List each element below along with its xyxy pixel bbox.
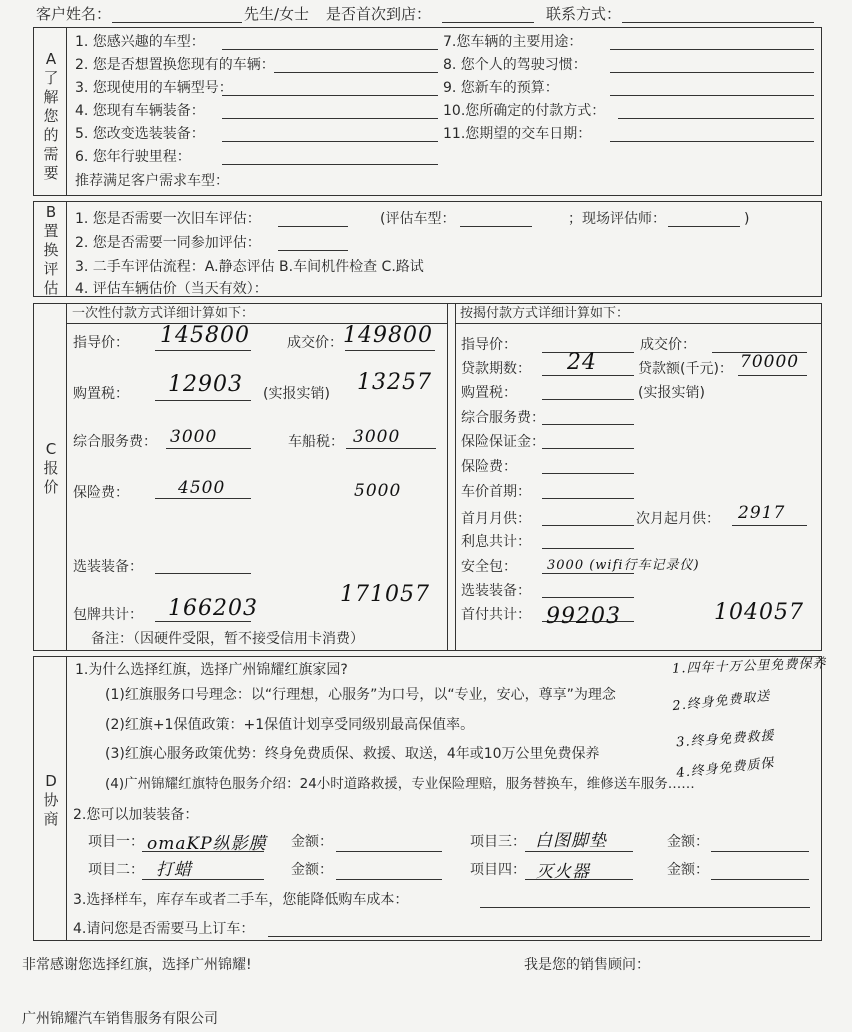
- down-total-label: 首付共计：: [461, 607, 531, 623]
- d-note-2: 2.终身免费取送: [671, 688, 772, 715]
- down-payment-field[interactable]: [542, 498, 634, 499]
- item1-value: omaKP纵影膜: [147, 834, 267, 854]
- vehicle-tax-label: 车船税：: [288, 434, 344, 450]
- first-visit-label: 是否首次到店：: [326, 5, 432, 23]
- a-field-8[interactable]: [610, 72, 814, 73]
- total-value: 166203: [168, 596, 258, 621]
- d-q1-item-3: (3)红旗心服务政策优势：终身免费质保、救援、取送，4年或10万公里免费保养: [105, 746, 600, 762]
- d-question-3: 3.选择样车，库存车或者二手车，您能降低购车成本：: [73, 892, 409, 908]
- item2-amount-field[interactable]: [336, 879, 442, 880]
- customer-name-label: 客户姓名：: [36, 5, 112, 23]
- vehicle-tax-value: 3000: [353, 427, 401, 447]
- section-c-side-label: C 报 价: [43, 440, 59, 496]
- insurance-value: 4500: [178, 478, 226, 498]
- guide-price-field[interactable]: [155, 350, 251, 351]
- a-recommend-label: 推荐满足客户需求车型：: [75, 173, 229, 189]
- actual-value: 13257: [357, 370, 432, 395]
- loan-term-label: 贷款期数：: [461, 361, 531, 377]
- insurance-field[interactable]: [155, 498, 251, 499]
- item3-field[interactable]: [525, 851, 633, 852]
- section-a-divider: [66, 27, 67, 196]
- deal-price-field[interactable]: [345, 350, 435, 351]
- d-question-4: 4.请问您是否需要马上订车：: [73, 921, 255, 937]
- loan-amount-value: 70000: [740, 352, 800, 372]
- d-q3-field[interactable]: [480, 907, 810, 908]
- interest-label: 利息共计：: [461, 534, 531, 550]
- item4-amount-field[interactable]: [711, 879, 809, 880]
- mortgage-title-rule: [455, 323, 822, 324]
- a-item-10: 10.您所确定的付款方式：: [443, 103, 606, 119]
- deal-price-value: 149800: [343, 323, 433, 348]
- d-q1-item-4: (4)广州锦耀红旗特色服务介绍：24小时道路救援，专业保险理赔，服务替换车，维修送车服务……: [105, 776, 695, 792]
- a-field-1[interactable]: [222, 49, 438, 50]
- b-field-1[interactable]: [278, 226, 348, 227]
- a-item-7: 7.您车辆的主要用途：: [443, 34, 583, 50]
- b-close-paren: ): [744, 211, 750, 227]
- b-line-4: 4. 评估车辆估价（当天有效）：: [75, 281, 268, 297]
- a-item-8: 8. 您个人的驾驶习惯：: [443, 57, 587, 73]
- a-item-9: 9. 您新车的预算：: [443, 80, 559, 96]
- guarantee-label: 保险保证金：: [461, 434, 545, 450]
- contact-label: 联系方式：: [546, 5, 622, 23]
- next-month-value: 2917: [738, 503, 786, 523]
- guide-price-value: 145800: [160, 323, 250, 348]
- a-field-6[interactable]: [222, 164, 438, 165]
- item1-label: 项目一：: [88, 834, 144, 850]
- a-item-6: 6. 您年行驶里程：: [75, 149, 191, 165]
- a-field-2[interactable]: [274, 72, 438, 73]
- footer-thanks: 非常感谢您选择红旗，选择广州锦耀!: [22, 957, 252, 973]
- footer-advisor-label: 我是您的销售顾问：: [524, 957, 650, 973]
- d-q1-item-1: (1)红旗服务口号理念：以“行理想，心服务”为口号，以“专业，安心，尊享”为理念: [105, 687, 616, 703]
- d-question-1: 1.为什么选择红旗，选择广州锦耀红旗家园?: [75, 662, 348, 678]
- next-month-field[interactable]: [732, 525, 807, 526]
- section-d-divider: [66, 656, 67, 941]
- b-field-2[interactable]: [278, 250, 348, 251]
- d-note-4: 4.终身免费质保: [675, 755, 776, 782]
- first-visit-field[interactable]: [442, 22, 534, 23]
- b-appraiser-field[interactable]: [668, 226, 740, 227]
- security-field[interactable]: [542, 573, 634, 574]
- next-month-label: 次月起月供：: [636, 511, 720, 527]
- payment-note: 备注：（因硬件受限，暂不接受信用卡消费）: [91, 631, 364, 647]
- m-service-fee-label: 综合服务费：: [461, 410, 545, 426]
- a-item-2: 2. 您是否想置换您现有的车辆：: [75, 57, 275, 73]
- m-service-fee-field[interactable]: [542, 424, 634, 425]
- item3-amount-field[interactable]: [711, 851, 809, 852]
- mortgage-title: 按揭付款方式详细计算如下：: [460, 306, 630, 321]
- d-note-1: 1.四年十万公里免费保养: [671, 656, 827, 677]
- b-line-3: 3. 二手车评估流程：A.静态评估 B.车间机件检查 C.路试: [75, 259, 424, 275]
- guide-price-label: 指导价：: [73, 335, 129, 351]
- loan-term-field[interactable]: [542, 375, 634, 376]
- customer-name-field[interactable]: [112, 22, 242, 23]
- service-fee-label: 综合服务费：: [73, 434, 157, 450]
- options-label: 选装装备：: [73, 559, 143, 575]
- insurance-label: 保险费：: [73, 485, 129, 501]
- section-a-side-label: A 了 解 您 的 需 要: [43, 50, 59, 182]
- item1-amount-field[interactable]: [336, 851, 442, 852]
- footer-company: 广州锦耀汽车销售服务有限公司: [22, 1011, 218, 1027]
- a-item-1: 1. 您感兴趣的车型：: [75, 34, 205, 50]
- a-field-10[interactable]: [618, 118, 814, 119]
- loan-amount-label: 贷款额(千元)：: [638, 361, 733, 377]
- item1-amount-label: 金额：: [291, 834, 333, 850]
- item2-value: 打蜡: [156, 860, 192, 880]
- guarantee-field[interactable]: [542, 448, 634, 449]
- item3-amount-label: 金额：: [667, 834, 709, 850]
- b-model-field[interactable]: [460, 226, 532, 227]
- item2-label: 项目二：: [88, 862, 144, 878]
- down-payment-label: 车价首期：: [461, 484, 531, 500]
- item3-label: 项目三：: [470, 834, 526, 850]
- a-item-11: 11.您期望的交车日期：: [443, 126, 592, 142]
- b-line-2: 2. 您是否需要一同参加评估：: [75, 235, 261, 251]
- interest-field[interactable]: [542, 548, 634, 549]
- m-actual-label: (实报实销): [638, 385, 705, 401]
- deal-price-label: 成交价：: [287, 335, 343, 351]
- m-purchase-tax-label: 购置税：: [461, 385, 517, 401]
- a-item-3: 3. 您现使用的车辆型号：: [75, 80, 233, 96]
- item4-amount-label: 金额：: [667, 862, 709, 878]
- section-d-side-label: D 协 商: [43, 772, 59, 828]
- purchase-tax-field[interactable]: [155, 400, 251, 401]
- first-month-field[interactable]: [542, 525, 634, 526]
- section-b-side-label: B 置 换 评 估: [43, 203, 59, 297]
- a-item-4: 4. 您现有车辆装备：: [75, 103, 205, 119]
- d-q1-item-2: (2)红旗+1保值政策：+1保值计划享受同级别最高保值率。: [105, 717, 475, 733]
- d-question-2: 2.您可以加装装备：: [73, 807, 199, 823]
- item4-label: 项目四：: [470, 862, 526, 878]
- d-note-3: 3.终身免费救援: [675, 728, 775, 751]
- section-b-divider: [66, 201, 67, 297]
- b-model-label: (评估车型：: [380, 211, 456, 227]
- loan-amount-field[interactable]: [738, 375, 807, 376]
- down-total-value: 99203: [546, 604, 621, 629]
- b-line-1: 1. 您是否需要一次旧车评估：: [75, 211, 261, 227]
- item3-value: 白图脚垫: [535, 831, 607, 851]
- security-label: 安全包：: [461, 559, 517, 575]
- m-purchase-tax-field[interactable]: [542, 399, 634, 400]
- a-field-11[interactable]: [610, 141, 814, 142]
- m-guide-price-label: 指导价：: [461, 337, 517, 353]
- title-label: 先生/女士: [244, 5, 310, 23]
- purchase-tax-label: 购置税：: [73, 386, 129, 402]
- contact-field[interactable]: [622, 22, 814, 23]
- insurance-alt-value: 5000: [354, 481, 402, 501]
- total-alt-value: 171057: [340, 582, 430, 607]
- item4-value: 灭火器: [536, 862, 590, 882]
- mortgage-left-border: [455, 303, 456, 651]
- a-item-5: 5. 您改变选装装备：: [75, 126, 205, 142]
- a-field-9[interactable]: [610, 95, 814, 96]
- service-fee-value: 3000: [170, 427, 218, 447]
- d-q4-field[interactable]: [268, 936, 810, 937]
- a-field-4[interactable]: [222, 118, 438, 119]
- b-appraiser-label: ；现场评估师：: [568, 211, 666, 227]
- a-field-7[interactable]: [610, 49, 814, 50]
- item2-amount-label: 金额：: [291, 862, 333, 878]
- security-value: 3000 (wifi行车记录仪): [547, 558, 700, 573]
- vehicle-tax-field[interactable]: [346, 448, 436, 449]
- total-label: 包牌共计：: [73, 607, 143, 623]
- a-field-3[interactable]: [222, 95, 438, 96]
- a-field-5[interactable]: [222, 141, 438, 142]
- m-insurance-field[interactable]: [542, 473, 634, 474]
- loan-term-value: 24: [567, 350, 597, 375]
- down-total-alt-value: 104057: [714, 600, 804, 625]
- purchase-tax-value: 12903: [168, 372, 243, 397]
- options-field[interactable]: [155, 573, 251, 574]
- total-field[interactable]: [155, 621, 251, 622]
- actual-label: (实报实销): [263, 386, 330, 402]
- service-fee-field[interactable]: [166, 448, 251, 449]
- m-options-label: 选装装备：: [461, 583, 531, 599]
- full-payment-title: 一次性付款方式详细计算如下：: [72, 306, 255, 321]
- m-options-field[interactable]: [542, 597, 634, 598]
- m-deal-price-label: 成交价：: [640, 337, 696, 353]
- m-insurance-label: 保险费：: [461, 459, 517, 475]
- first-month-label: 首月月供：: [461, 511, 531, 527]
